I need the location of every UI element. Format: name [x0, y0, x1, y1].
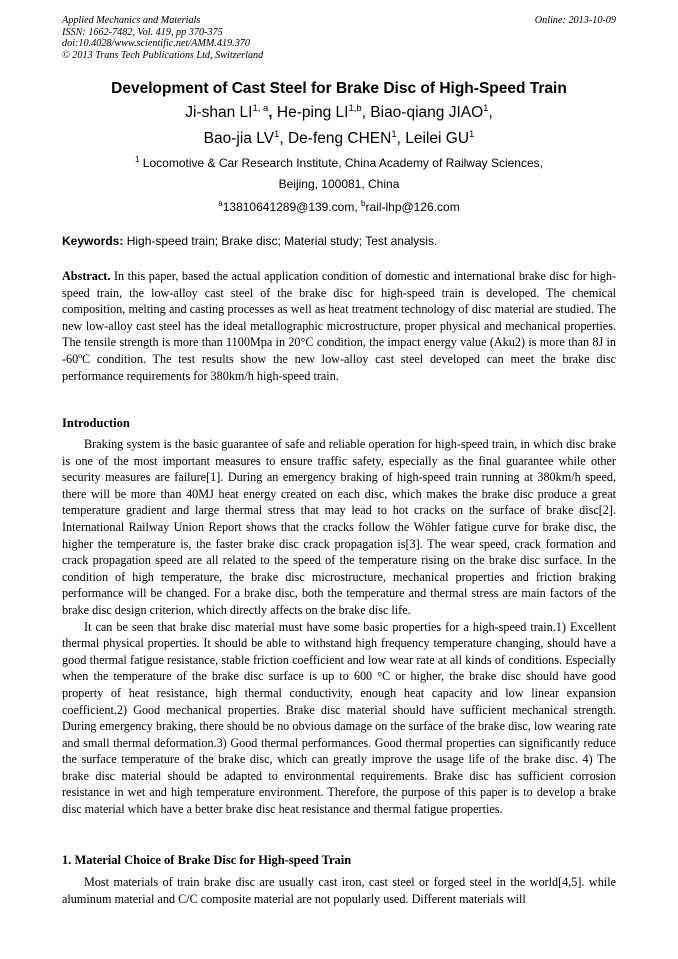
- email-a[interactable]: 13810641289@139.com: [222, 200, 355, 214]
- author-name: Bao-jia LV: [203, 130, 275, 148]
- abstract-text: In this paper, based the actual application condition of domestic and international brake disc for high-speed train, the low-alloy cast steel of the brake disc for high-speed train is developed. The chemical composition, melting and casting processes as well as heat treatment technology of disc material are studied. The new low-alloy cast steel has the ideal metallographic microstructure, proper physical and mechanical properties. The tensile strength is more than 1100Mpa in 20°C condition, the impact energy value (Aku2) is more than 8J in -60ºC condition. The test results show the new low-alloy cast steel developed can meet the brake disc performance requirements for 380km/h high-speed train.: [62, 269, 617, 383]
- abstract-label: Abstract.: [62, 269, 111, 283]
- affiliation-line-1: [40, 155, 638, 170]
- introduction-paragraph-2: It can be seen that brake disc material must have some basic properties for a high-speed train.1) Excellent thermal physical properties. It should be able to withstand high frequency temperature changing, should have a good thermal fatigue resistance, stable friction coefficient and low wear rate at all kinds of conditions. Especially when the temperature of the brake disc surface is up to 600 °C or higher, the brake disc should have good property of heat resistance, high thermal conductivity, enough heat capacity and low linear expansion coefficient.2) Good mechanical properties. Brake disc material should have sufficient mechanical strength. During emergency braking, there should be no obvious damage on the surface of the brake disc, low wearing rate and small thermal deformation.3) Good thermal performances. Good thermal properties can significantly reduce the surface temperature of the brake disc, which can greatly improve the usage life of the brake disc. 4) The brake disc material should be adapted to environmental requirements. Brake disc has sufficient corrosion resistance in wet and high temperature environment. Therefore, the purpose of this paper is to develop a brake disc material which have a better brake disc heat resistance and thermal fatigue properties.: [62, 619, 616, 817]
- author-sup: 1, a: [252, 103, 269, 114]
- section-1-heading: 1. Material Choice of Brake Disc for High-speed Train: [62, 853, 352, 867]
- author-sup: 1: [469, 129, 475, 140]
- online-date: Online: 2013-10-09: [534, 15, 616, 26]
- author-sup: 1: [274, 129, 280, 140]
- affiliation-sup: 1: [135, 155, 140, 164]
- keywords: [62, 234, 618, 248]
- author-sup: 1,b: [348, 103, 362, 114]
- author-name: Ji-shan LI: [185, 104, 253, 122]
- keywords-label: Keywords:: [62, 234, 124, 248]
- paper-title: Development of Cast Steel for Brake Disc of High-Speed Train: [111, 80, 567, 97]
- introduction-body: [62, 436, 616, 818]
- affiliation-text: Locomotive & Car Research Institute, China Academy of Railway Sciences,: [142, 156, 543, 170]
- author-name: Leilei GU: [405, 130, 470, 148]
- journal-name: Applied Mechanics and Materials: [62, 15, 201, 26]
- section-1-body: [62, 874, 616, 907]
- email-a-sup: a: [218, 199, 223, 208]
- email-b[interactable]: rail-lhp@126.com: [365, 200, 460, 214]
- author-name: De-feng CHEN: [287, 130, 392, 148]
- affiliation-line-2: Beijing, 100081, China: [278, 177, 400, 191]
- email-b-sup: b: [361, 199, 366, 208]
- author-sup: 1: [391, 129, 397, 140]
- introduction-heading: Introduction: [62, 416, 130, 430]
- section-1-paragraph-1: Most materials of train brake disc are usually cast iron, cast steel or forged steel in the world[4,5]. while aluminum material and C/C composite material are not popularly used. Different materials will: [62, 875, 616, 906]
- author-name: Biao-qiang JIAO: [370, 104, 484, 122]
- journal-header: [62, 15, 616, 61]
- author-name: He-ping LI: [276, 104, 349, 122]
- doi-link[interactable]: doi:10.4028/www.scientific.net/AMM.419.370: [62, 38, 250, 49]
- introduction-paragraph-1: Braking system is the basic guarantee of safe and reliable operation for high-speed train, in which disc brake is one of the most important measures to ensure traffic safety, especially as the final guarantee while other security measures are failure[1]. During an emergency braking of high-speed train running at 380km/h speed, there will be more than 40MJ heat energy created on each disc, which makes the brake disc produce a great temperature gradient and large thermal stress that may lead to hot cracks on the surface of brake disc[2]. International Railway Union Report shows that the cracks follow the Wöhler fatigue curve for brake disc, the higher the temperature is, the faster brake disc crack propagation is[3]. The wear speed, crack formation and crack propagation speed are all related to the speed of the temperature rising on the brake disc surface. In the condition of high temperature, the brake disc microstructure, mechanical properties and friction braking performance will be changed. For a brake disc, both the temperature and thermal stress are main factors of the brake disc design criterion, which directly affects on the brake disc life.: [62, 437, 616, 617]
- author-sup: 1: [483, 103, 489, 114]
- author-line-2: Bao-jia $LV^1$, De-feng CHEN$^1$, Leilei $GU^1$: [203, 129, 475, 148]
- copyright-line: © 2013 Trans Tech Publications Ltd, Switzerland: [62, 49, 264, 61]
- email-line: $^a$13810641289@139.com, $^b$rail-lhp@126.com: [218, 199, 460, 214]
- keywords-text: High-speed train; Brake disc; Material study; Test analysis.: [126, 234, 438, 248]
- issn-line: ISSN: 1662-7482, Vol. 419, pp 370-375: [62, 26, 223, 38]
- author-line-1: Ji-shan LI$^{1, a}$, He-ping LI$^{1,b}$, Biao-qiang JIAO$^1$,: [185, 103, 493, 122]
- abstract: [62, 268, 616, 384]
